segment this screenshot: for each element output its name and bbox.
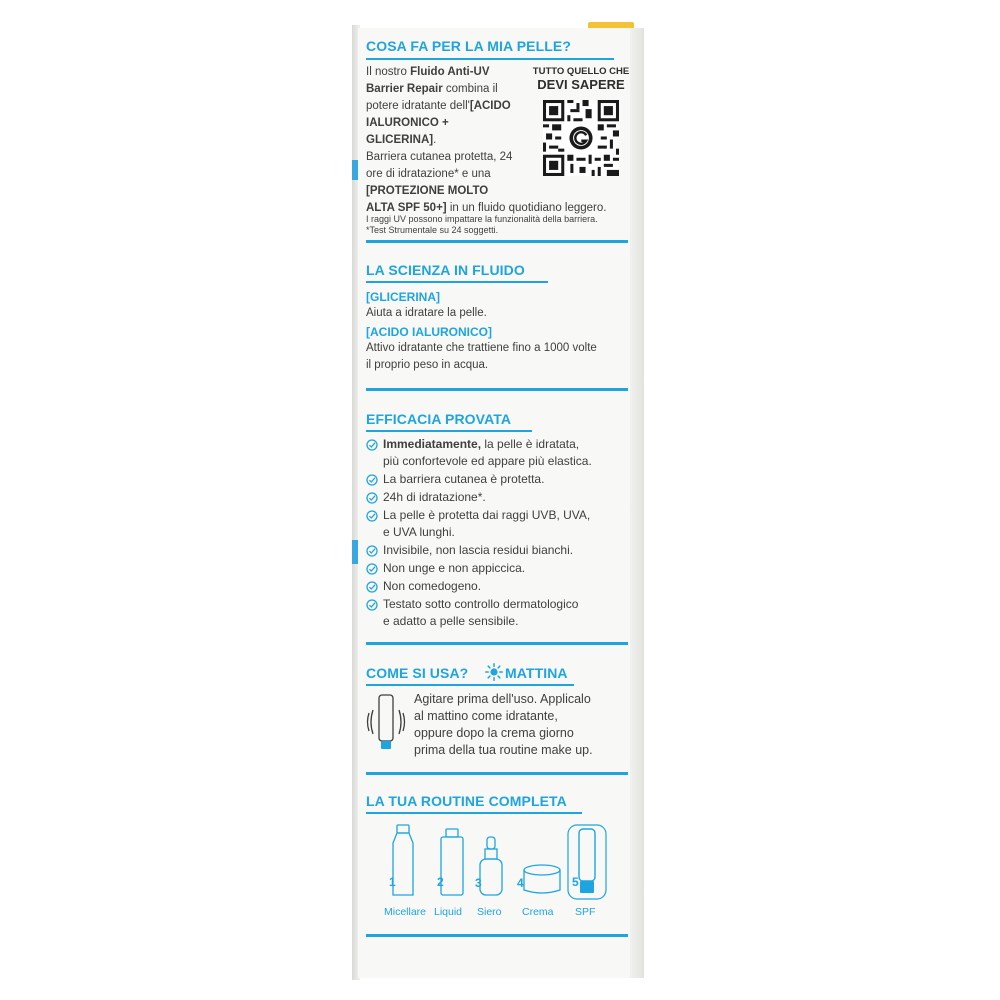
desc-line: Barrier Repair combina il	[366, 83, 498, 95]
benefit-item: La pelle è protetta dai raggi UVB, UVA, e UVA lunghi.	[366, 507, 636, 541]
dropper-bottle-icon	[471, 835, 511, 899]
benefit-item: Non unge e non appiccica.	[366, 560, 636, 577]
desc-line: [PROTEZIONE MOLTO	[366, 185, 489, 197]
section-title-how-to-use: COME SI USA?	[366, 665, 469, 681]
check-circle-icon	[366, 545, 378, 557]
time-label-morning: MATTINA	[505, 665, 568, 681]
check-circle-icon	[366, 510, 378, 522]
section-divider	[366, 240, 628, 243]
section-title-efficacy: EFFICACIA PROVATA	[366, 411, 512, 427]
footnote-uv: I raggi UV possono impattare la funzionalità della barriera.	[366, 214, 598, 224]
ingredient-glycerin-title: [GLICERINA]	[366, 290, 440, 304]
qr-label-small: TUTTO QUELLO CHE	[532, 66, 630, 77]
tube-icon	[564, 823, 610, 901]
step-number: 5	[572, 875, 579, 889]
check-circle-icon	[366, 581, 378, 593]
title-underline	[366, 684, 574, 686]
check-circle-icon	[366, 439, 378, 451]
side-accent	[352, 540, 358, 564]
benefit-item: Testato sotto controllo dermatologico e adatto a pelle sensibile.	[366, 596, 636, 630]
routine-step-label: Micellare	[384, 906, 427, 918]
sun-icon	[485, 663, 503, 681]
benefit-item: Immediatamente, la pelle è idratata, più confortevole ed appare più elastica.	[366, 436, 636, 470]
routine-step-label: Siero	[477, 906, 502, 918]
routine-step-label: SPF	[575, 906, 596, 918]
step-number: 1	[389, 875, 396, 889]
side-accent	[352, 160, 358, 180]
benefit-item: La barriera cutanea è protetta.	[366, 471, 636, 488]
qr-code-icon[interactable]	[543, 100, 619, 176]
jar-icon	[516, 858, 564, 898]
section-title-routine: LA TUA ROUTINE COMPLETA	[366, 793, 567, 809]
section-title-science: LA SCIENZA IN FLUIDO	[366, 262, 525, 278]
desc-line: IALURONICO +	[366, 117, 449, 129]
benefit-item: 24h di idratazione*.	[366, 489, 636, 506]
step-number: 2	[437, 875, 444, 889]
benefit-item: Non comedogeno.	[366, 578, 636, 595]
ingredient-hyaluronic-title: [ACIDO IALURONICO]	[366, 325, 492, 339]
desc-line: GLICERINA].	[366, 134, 437, 146]
ingredient-glycerin-text: Aiuta a idratare la pelle.	[366, 307, 487, 319]
section-divider	[366, 772, 628, 775]
desc-line: Barriera cutanea protetta, 24	[366, 151, 513, 163]
usage-instructions: Agitare prima dell'uso. Applicalo al mattino come idratante, oppure dopo la crema giorno prima della tua routine make up.	[414, 692, 593, 757]
section-divider	[366, 388, 628, 391]
shake-tube-icon	[366, 692, 406, 752]
ingredient-hyaluronic-text: Attivo idratante che trattiene fino a 1000 volte il proprio peso in acqua.	[366, 342, 597, 371]
title-underline	[366, 430, 532, 432]
desc-line: Il nostro Fluido Anti-UV	[366, 66, 490, 78]
routine-step-label: Liquid	[434, 906, 463, 918]
pump-bottle-icon	[432, 823, 472, 899]
desc-line: ore di idratazione* e una	[366, 168, 491, 180]
section-divider	[366, 934, 628, 937]
check-circle-icon	[366, 474, 378, 486]
title-underline	[366, 281, 548, 283]
section-divider	[366, 642, 628, 645]
desc-line: ALTA SPF 50+] in un fluido quotidiano leggero.	[366, 202, 607, 214]
title-underline	[366, 812, 582, 814]
check-circle-icon	[366, 599, 378, 611]
step-number: 4	[517, 876, 524, 890]
qr-label-big: DEVI SAPERE	[537, 77, 625, 92]
desc-line: potere idratante dell'[ACIDO	[366, 100, 511, 112]
routine-step-label: Crema	[522, 906, 554, 918]
title-underline	[366, 58, 614, 60]
benefit-item: Invisibile, non lascia residui bianchi.	[366, 542, 636, 559]
bottle-icon	[383, 823, 423, 899]
check-circle-icon	[366, 492, 378, 504]
section-title-what-it-does: COSA FA PER LA MIA PELLE?	[366, 38, 571, 54]
check-circle-icon	[366, 563, 378, 575]
step-number: 3	[475, 876, 482, 890]
footnote-test: *Test Strumentale su 24 soggetti.	[366, 225, 499, 235]
benefit-bold: Immediatamente,	[383, 437, 482, 451]
